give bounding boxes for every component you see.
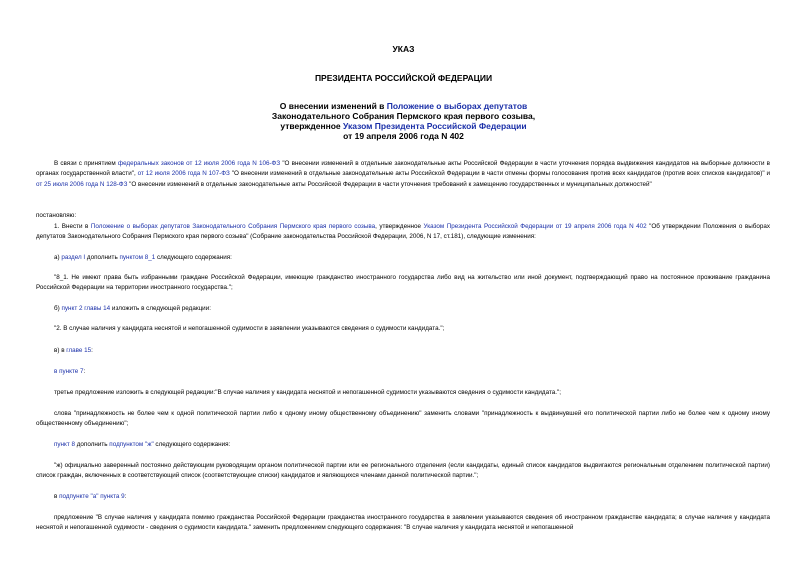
item-a-text-3: следующего содержания:: [155, 254, 232, 261]
item-a-text-1: а): [54, 254, 62, 261]
p1-link-regulation[interactable]: Положение о выборах депутатов Законодательного Собрания Пермского края первого созыва: [90, 223, 376, 230]
subject-line3-prefix: утвержденное: [280, 121, 344, 131]
p1-text-3: "Об утверждении Положения о выборах депутатов Законодательного Собрания Пермского края первого созыва" (Собрание законодательства Российской Федерации, 2006, N 17, ст.181), следующие изменения:: [36, 223, 770, 241]
item-b-link[interactable]: пункт 2 главы 14: [61, 305, 111, 312]
p1-link-decree[interactable]: Указом Президента Российской Федерации от 19 апреля 2006 года N 402: [423, 223, 647, 230]
subject-link-regulation[interactable]: Положение о выборах депутатов: [386, 101, 528, 111]
subpoint-a-point-9: [36, 492, 770, 502]
item-b: [36, 304, 770, 314]
item-a-link-section[interactable]: раздел I: [61, 254, 86, 261]
item-a-text-2: дополнить: [85, 254, 120, 261]
point8-link[interactable]: пункт 8: [54, 441, 75, 448]
quote-2: "2. В случае наличия у кандидата неснятой и непогашенной судимости в заявлении указываются сведения о судимости кандидата.";: [54, 325, 445, 332]
item-b-text-1: б): [54, 305, 62, 312]
item-v-link-chapter[interactable]: главе 15: [66, 347, 92, 354]
paragraph-1: [36, 222, 770, 243]
doc-subject-line4: от 19 апреля 2006 года N 402: [343, 131, 464, 141]
item-v-text-2: :: [91, 347, 93, 354]
doc-issuer: ПРЕЗИДЕНТА РОССИЙСКОЙ ФЕДЕРАЦИИ: [314, 73, 493, 83]
item-a: [36, 253, 770, 263]
item-v-point-7: [36, 367, 770, 377]
point8-text-3: следующего содержания:: [153, 441, 231, 448]
intro-paragraph: [36, 159, 770, 190]
p1-text-2: , утвержденное: [375, 223, 424, 230]
point8-text-2: дополнить: [75, 441, 110, 448]
item-v: [36, 346, 770, 356]
subpoint-a-text-1: в: [54, 493, 60, 500]
last-paragraph: предложение "В случае наличия у кандидата помимо гражданства Российской Федерации гражданства иностранного государства в заявлении указываются сведения об иностранном гражданстве кандидата; в случае наличия у кандидата неснятой и непогашенной судимости - сведения о судимости кандидата." заменить предложением следующего содержания: "В случае наличия у кандидата неснятой и непогашенной: [36, 514, 770, 532]
item-b-text-2: изложить в следующей редакции:: [110, 305, 211, 312]
intro-text-3: "О внесении изменений в отдельные законодательные акты Российской Федерации в части отмены формы голосования против всех кандидатов (против всех списков кандидатов)" и: [229, 170, 770, 178]
quote-zh: "ж) официально заверенный постоянно действующим руководящим органом политической партии или ее регионального отделения (если кандидаты, единый список кандидатов выдвигаются региональным отделением политической партии) список граждан, включенных в соответствующий список (соответствующие списки) кандидатов и являющихся членами данной политической партии.";: [36, 462, 770, 480]
law-link-106[interactable]: федеральных законов от 12 июля 2006 года N 106-ФЗ: [117, 160, 281, 167]
subject-prefix: О внесении изменений в: [279, 101, 387, 111]
item-v-link-point7[interactable]: в пункте 7: [54, 368, 84, 375]
p1-text-1: 1. Внести в: [54, 223, 91, 230]
point8-link-subpoint[interactable]: подпунктом "ж": [109, 441, 154, 448]
decree-word: постановляю:: [36, 212, 77, 219]
intro-text-1: В связи с принятием: [54, 160, 118, 167]
subpoint-a-link[interactable]: подпункте "а" пункта 9: [59, 493, 125, 500]
item-v-text-1: в) в: [54, 347, 67, 354]
intro-text-2: "О внесении изменений в отдельные законодательные акты Российской Федерации в части уточнения порядка выдвижения кандидатов на выборные должности в органах государственной власти",: [36, 160, 770, 178]
third-sentence: третье предложение изложить в следующей редакции:"В случае наличия у кандидата неснятой и непогашенной судимости указываются сведения о судимости кандидата.";: [54, 389, 562, 396]
item-v-point7-colon: :: [83, 368, 86, 375]
doc-type-title: УКАЗ: [392, 44, 415, 54]
point-8-addition: [36, 440, 770, 450]
law-link-128[interactable]: от 25 июля 2006 года N 128-ФЗ: [36, 180, 128, 188]
intro-text-4: "О внесении изменений в отдельные законодательные акты Российской Федерации в части уточнения требований к замещению государственных и муниципальных должностей": [127, 180, 652, 188]
item-a-link-point[interactable]: пунктом 8_1: [119, 254, 156, 261]
doc-subject-line2: Законодательного Собрания Пермского края первого созыва,: [271, 111, 536, 121]
quote-8-1: "8_1. Не имеют права быть избранными граждане Российской Федерации, имеющие гражданство иностранного государства либо вид на жительство или иной документ, подтверждающий право на постоянное проживание гражданина Российской Федерации на территории иностранного государства.";: [36, 274, 770, 292]
words-replacement: слова "принадлежность не более чем к одной политической партии либо к одному иному общественному объединению" заменить словами "принадлежность к выдвинувшей его политической партии либо не более чем к одному иному общественному объединению";: [36, 410, 770, 428]
subject-link-decree[interactable]: Указом Президента Российской Федерации: [343, 121, 527, 131]
subpoint-a-colon: :: [124, 493, 127, 500]
law-link-107[interactable]: от 12 июля 2006 года N 107-ФЗ: [137, 170, 230, 178]
